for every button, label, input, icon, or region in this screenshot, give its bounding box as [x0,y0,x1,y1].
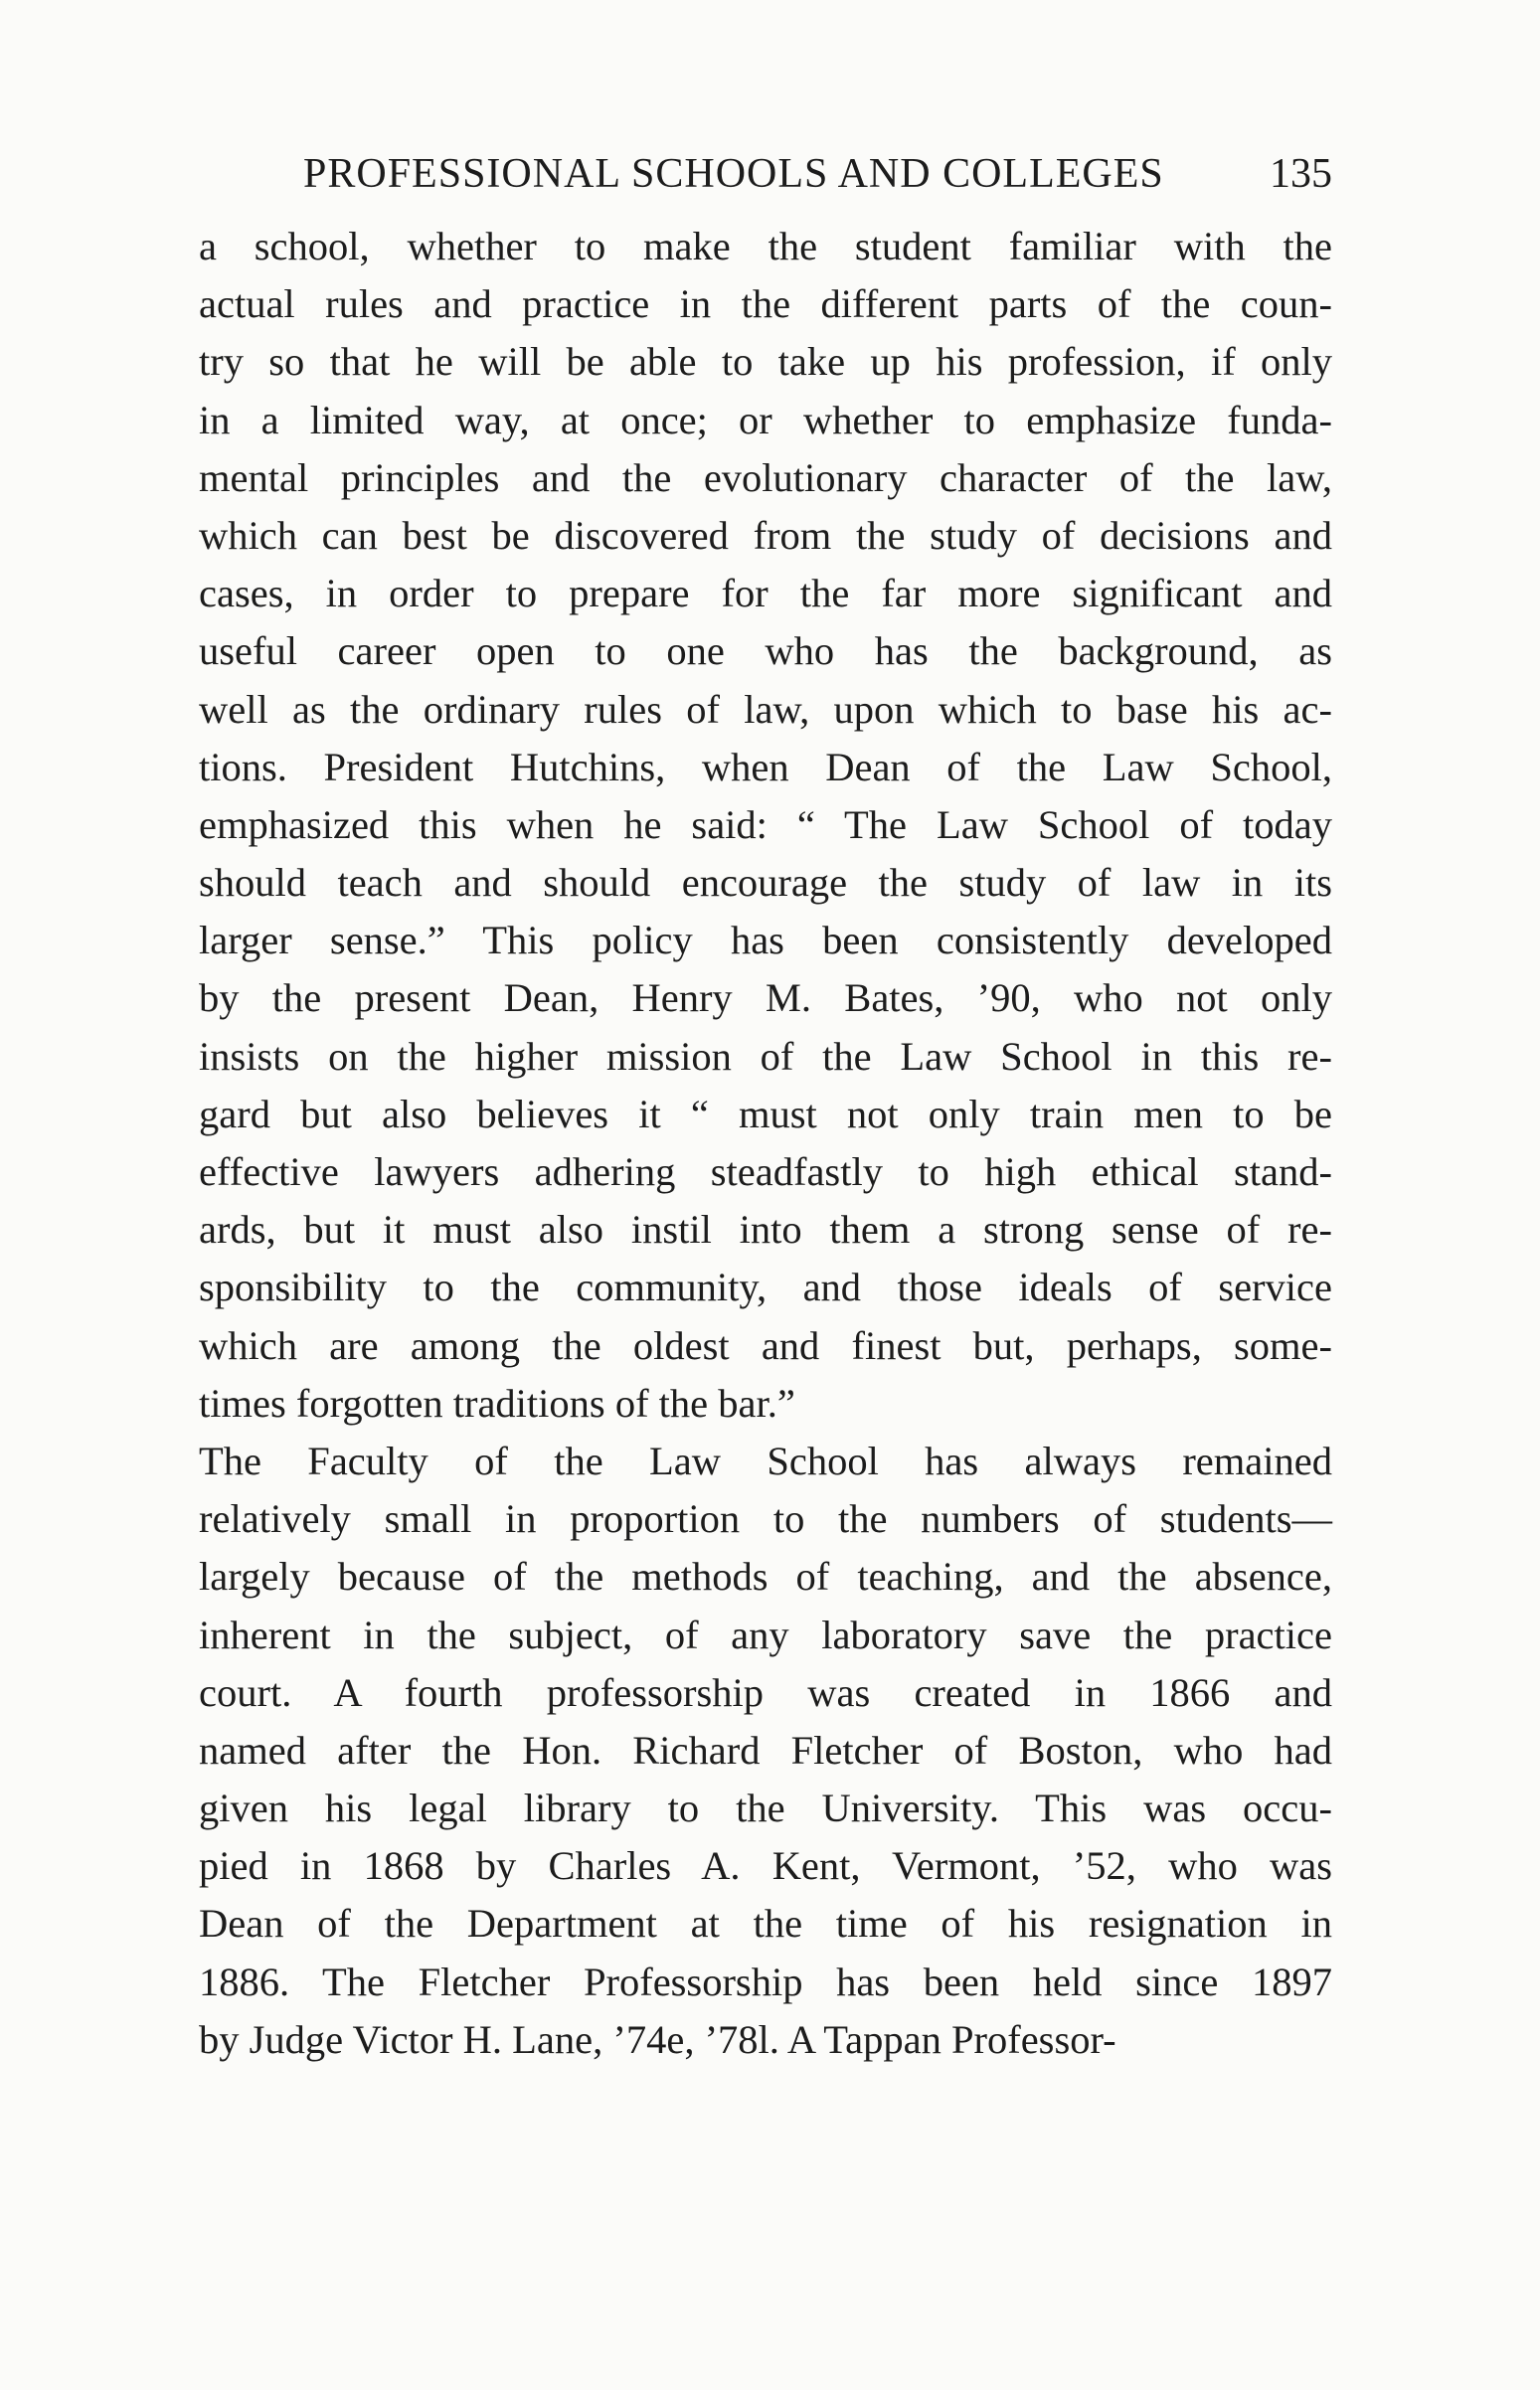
text-line: by the present Dean, Henry M. Bates, ’90, who not only [199,975,1332,1021]
text-line: well as the ordinary rules of law, upon which to base his ac- [199,686,1332,732]
text-line: try so that he will be able to take up his profession, if only [199,339,1332,385]
text-line: cases, in order to prepare for the far more significant and [199,571,1332,616]
text-line: times forgotten traditions of the bar.” [199,1380,795,1426]
text-line: relatively small in proportion to the numbers of students— [199,1496,1332,1542]
running-head: PROFESSIONAL SCHOOLS AND COLLEGES [303,151,1164,197]
text-line: court. A fourth professorship was created in 1866 and [199,1669,1332,1715]
text-line: useful career open to one who has the background, as [199,628,1332,674]
text-line: ards, but it must also instil into them a strong sense of re- [199,1207,1332,1253]
text-line: pied in 1868 by Charles A. Kent, Vermont, ’52, who was [199,1843,1332,1889]
text-line: given his legal library to the University. This was occu- [199,1786,1332,1831]
text-line: largely because of the methods of teaching, and the absence, [199,1554,1332,1600]
text-line: inherent in the subject, of any laboratory save the practice [199,1612,1332,1657]
page-number: 135 [1270,151,1332,197]
text-line: The Faculty of the Law School has always remained [199,1438,1332,1483]
text-line: actual rules and practice in the different parts of the coun- [199,281,1332,327]
text-line: 1886. The Fletcher Professorship has been held since 1897 [199,1959,1332,2004]
text-line: tions. President Hutchins, when Dean of the Law School, [199,744,1332,789]
text-line: a school, whether to make the student familiar with the [199,224,1332,268]
body-text [199,218,1332,2069]
text-line: sponsibility to the community, and those ideals of service [199,1265,1332,1310]
text-line: effective lawyers adhering steadfastly to high ethical stand- [199,1149,1332,1194]
text-line: mental principles and the evolutionary character of the law, [199,454,1332,500]
paragraph-2 [199,1433,1332,2069]
page-header [199,144,1332,204]
text-line: larger sense.” This policy has been consistently developed [199,918,1332,963]
paragraph-1 [199,218,1332,1433]
text-line: named after the Hon. Richard Fletcher of Boston, who had [199,1727,1332,1773]
text-line: which are among the oldest and finest but, perhaps, some- [199,1322,1332,1368]
text-line: insists on the higher mission of the Law School in this re- [199,1033,1332,1079]
text-line: Dean of the Department at the time of his resignation in [199,1901,1332,1947]
text-line: emphasized this when he said: “ The Law School of today [199,801,1332,847]
text-line: gard but also believes it “ must not only train men to be [199,1091,1332,1136]
text-line: should teach and should encourage the study of law in its [199,860,1332,906]
text-line: by Judge Victor H. Lane, ’74e, ’78l. A Tappan Professor- [199,2016,1116,2062]
text-line: in a limited way, at once; or whether to emphasize funda- [199,397,1332,442]
text-line: which can best be discovered from the study of decisions and [199,512,1332,558]
